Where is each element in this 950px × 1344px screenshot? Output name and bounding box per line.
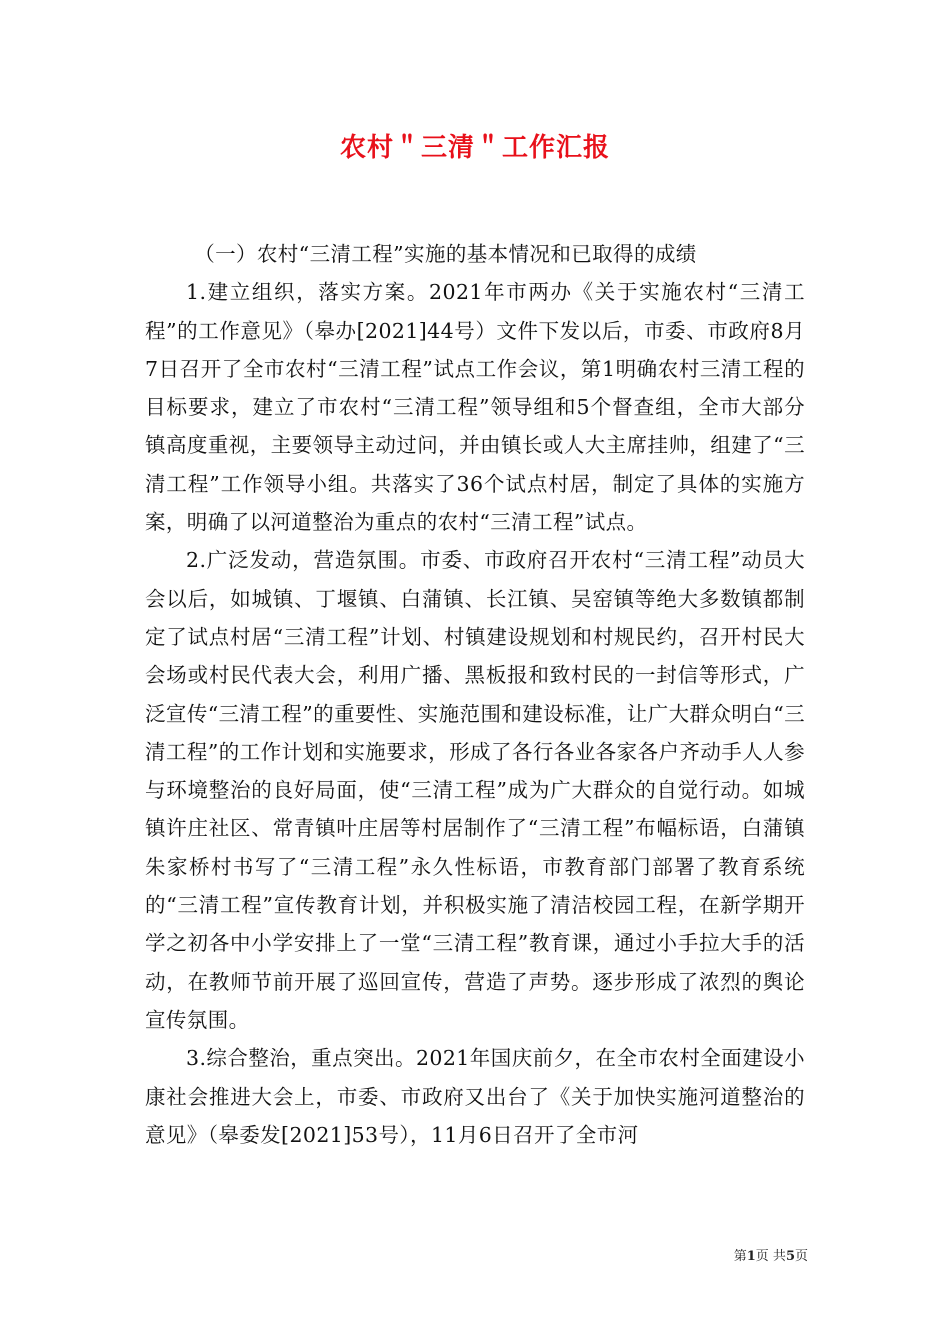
paragraph-2: 2.广泛发动，营造氛围。市委、市政府召开农村“三清工程”动员大会以后，如城镇、丁堰镇、白蒲镇、长江镇、吴窑镇等绝大多数镇都制定了试点村居“三清工程”计划、村镇建设规划和村规民约，召开村民大会场或村民代表大会，利用广播、黑板报和致村民的一封信等形式，广泛宣传“三清工程”的重要性、实施范围和建设标准，让广大群众明白“三清工程”的工作计划和实施要求，形成了各行各业各家各户齐动手人人参与环境整治的良好局面，使“三清工程”成为广大群众的自觉行动。如城镇许庄社区、常青镇叶庄居等村居制作了“三清工程”布幅标语，白蒲镇朱家桥村书写了“三清工程”永久性标语，市教育部门部署了教育系统的“三清工程”宣传教育计划，并积极实施了清洁校园工程，在新学期开学之初各中小学安排上了一堂“三清工程”教育课，通过小手拉大手的活动，在教师节前开展了巡回宣传，营造了声势。逐步形成了浓烈的舆论宣传氛围。 <box>145 548 805 1032</box>
total-pages-number: 5 <box>785 1249 795 1264</box>
current-page-number: 1 <box>746 1249 756 1264</box>
footer-middle: 页 共 <box>755 1249 786 1264</box>
document-title: 农村＂三清＂工作汇报 <box>339 133 610 163</box>
paragraph-3: 3.综合整治，重点突出。2021年国庆前夕，在全市农村全面建设小康社会推进大会上，市委、市政府又出台了《关于加快实施河道整治的意见》（皋委发[2021]53号），11月6日召开了全市河 <box>145 1046 805 1147</box>
footer-prefix: 第 <box>733 1249 747 1264</box>
document-body <box>145 235 805 1154</box>
page-number-footer <box>734 1248 808 1266</box>
footer-suffix: 页 <box>794 1249 808 1264</box>
paragraph-1: 1.建立组织，落实方案。2021年市两办《关于实施农村“三清工程”的工作意见》（皋办[2021]44号）文件下发以后，市委、市政府8月7日召开了全市农村“三清工程”试点工作会议，第1明确农村三清工程的目标要求，建立了市农村“三清工程”领导组和5个督查组，全市大部分镇高度重视，主要领导主动过问，并由镇长或人大主席挂帅，组建了“三清工程”工作领导小组。共落实了36个试点村居，制定了具体的实施方案，明确了以河道整治为重点的农村“三清工程”试点。 <box>145 280 805 535</box>
section-heading: （一）农村“三清工程”实施的基本情况和已取得的成绩 <box>194 242 697 266</box>
